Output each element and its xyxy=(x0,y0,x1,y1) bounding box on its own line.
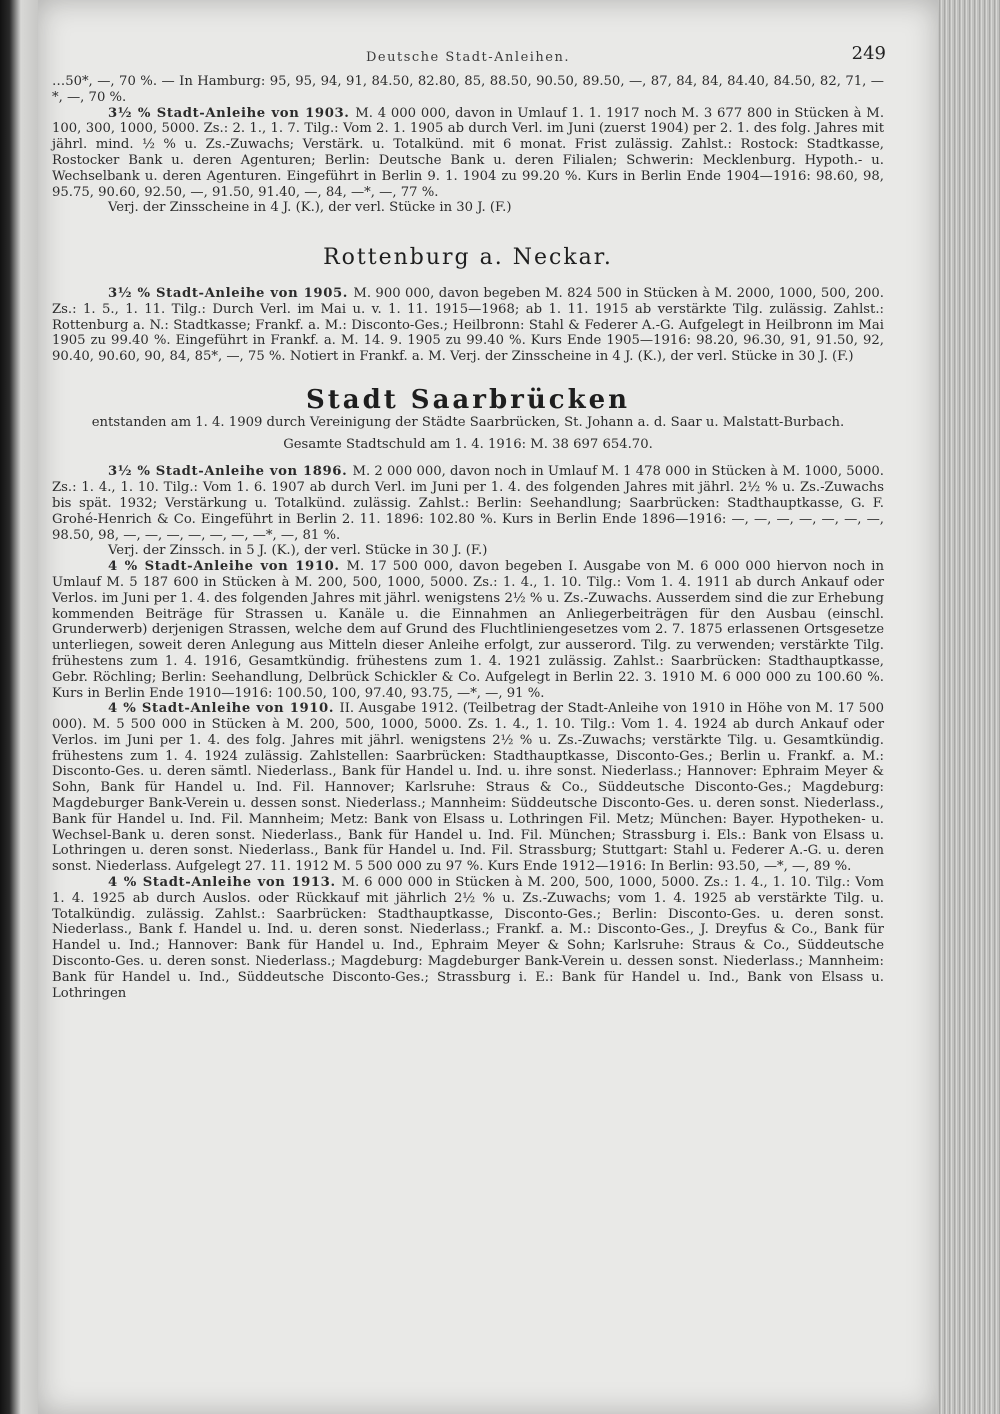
city-heading-rottenburg: Rottenburg a. Neckar. xyxy=(323,245,613,271)
page-number: 249 xyxy=(851,43,886,64)
running-head xyxy=(52,40,884,74)
entry-note: Verj. der Zinssch. in 5 J. (K.), der verl. Stücke in 30 J. (F.) xyxy=(108,543,488,559)
entry-saarbruecken-1913 xyxy=(52,875,884,1001)
city-debt: Gesamte Stadtschuld am 1. 4. 1916: M. 38 697 654.70. xyxy=(283,436,653,452)
entry-title: 4 % Stadt-Anleihe von 1910. xyxy=(108,559,347,575)
book-page xyxy=(38,0,938,1414)
entry-title: 4 % Stadt-Anleihe von 1910. xyxy=(108,701,340,717)
entry-saarbruecken-1896 xyxy=(52,464,884,543)
entry-saarbruecken-1910-a xyxy=(52,559,884,701)
entry-text: M. 4 000 000, davon in Umlauf 1. 1. 1917 noch M. 3 677 800 in Stücken à M. 100, 300, 1000, 5000. Zs.: 2. 1., 1. 7. Tilg.: Vom 2. 1. 1905 ab durch Verl. im Juni (zuerst 1904) per 2. 1. des folg. Jahres mit jährl. mind. ½ % u. Zs.-Zuwachs; Verstärk. u. Totalkünd. mit 6 monat. Frist zulässig. Zahlst.: Rostock: Stadtkasse, Rostocker Bank u. deren Agenturen; Berlin: Deutsche Bank u. deren Filialen; Schwerin: Mecklenburg. Hypoth.- u. Wechselbank u. deren Agenturen. Eingeführt in Berlin 9. 1. 1904 zu 99.20 %. Kurs in Berlin Ende 1904—1916: 98.60, 98, 95.75, 90.60, 92.50, —, 91.50, 91.40, —, 84, —*, —, 77 %. xyxy=(52,105,885,200)
right-page-stack xyxy=(938,0,1000,1414)
page-content xyxy=(52,40,884,1001)
entry-text: M. 900 000, davon begeben M. 824 500 in Stücken à M. 2000, 1000, 500, 200. Zs.: 1. 5., 1. 11. Tilg.: Durch Verl. im Mai u. v. 1. 11. 1915—1968; ab 1. 11. 1915 ab verstärkte Tilg. zulässig. Zahlst.: Rottenburg a. N.: Stadtkasse; Frankf. a. M.: Disconto-Ges.; Heilbronn: Stahl & Federer A.-G. Aufgelegt in Heilbronn im Mai 1905 zu 99.40 %. Eingeführt in Frankf. a. M. 14. 9. 1905 zu 99.40 %. Kurs Ende 1905—1916: 98.20, 96.30, 91, 91.50, 92, 90.40, 90.60, 90, 84, 85*, —, 75 %. Notiert in Frankf. a. M. Verj. der Zinsscheine in 4 J. (K.), der verl. Stücke in 30 J. (F.) xyxy=(52,285,884,365)
entry-text: M. 6 000 000 in Stücken à M. 200, 500, 1000, 5000. Zs.: 1. 4., 1. 10. Tilg.: Vom 1. 4. 1925 ab durch Auslos. oder Rückkauf mit jährlich 2½ % u. Zs.-Zuwachs; vom 1. 4. 1925 ab verstärkte Tilg. u. Totalkündig. zulässig. Zahlst.: Saarbrücken: Stadthauptkasse, Disconto-Ges.; Berlin: Disconto-Ges. u. deren sonst. Niederlass., Bank f. Handel u. Ind. u. deren sonst. Niederlass.; Frankf. a. M.: Disconto-Ges., J. Dreyfus & Co., Bank für Handel u. Ind.; Hannover: Bank für Handel u. Ind., Ephraim Meyer & Sohn; Karlsruhe: Straus & Co., Süddeutsche Disconto-Ges. u. deren sonst. Niederlass.; Magdeburg: Magdeburger Bank-Verein u. dessen sonst. Niederlass.; Mannheim: Bank für Handel u. Ind., Süddeutsche Disconto-Ges.; Strassburg i. E.: Bank für Handel u. Ind., Bank von Elsass u. Lothringen xyxy=(52,875,884,1001)
entry-rottenburg-1905 xyxy=(52,286,884,365)
entry-note: Verj. der Zinsscheine in 4 J. (K.), der verl. Stücke in 30 J. (F.) xyxy=(108,200,512,216)
entry-saarbruecken-1910-b xyxy=(52,701,884,875)
entry-title: 4 % Stadt-Anleihe von 1913. xyxy=(108,875,342,891)
entry-title: 3½ % Stadt-Anleihe von 1903. xyxy=(108,105,356,121)
left-page-edge xyxy=(0,0,38,1414)
entry-title: 3½ % Stadt-Anleihe von 1905. xyxy=(108,285,354,301)
entry-text: II. Ausgabe 1912. (Teilbetrag der Stadt-Anleihe von 1910 in Höhe von M. 17 500 000). M. 5 500 000 in Stücken à M. 200, 500, 1000, 5000. Zs. 1. 4., 1. 10. Tilg.: Vom 1. 4. 1924 ab durch Ankauf oder Verlos. im Juni per 1. 4. des folg. Jahres mit jährl. wenigstens 2½ % u. Zs.-Zuwachs; verstärkte Tilg. u. Gesamtkündig. frühestens zum 1. 4. 1924 zulässig. Zahlstellen: Saarbrücken: Stadthauptkasse, Disconto-Ges.; Berlin u. Frankf. a. M.: Disconto-Ges. u. deren sämtl. Niederlass., Bank für Handel u. Ind. u. ihre sonst. Niederlass.; Hannover: Ephraim Meyer & Sohn, Bank für Handel u. Ind. Fil. Hannover; Karlsruhe: Straus & Co., Süddeutsche Disconto-Ges.; Magdeburg: Magdeburger Bank-Verein u. dessen sonst. Niederlass.; Mannheim: Süddeutsche Disconto-Ges. u. deren sonst. Niederlass., Bank für Handel u. Ind. Fil. Mannheim; Metz: Bank von Elsass u. Lothringen Fil. Metz; München: Bayer. Hypotheken- u. Wechsel-Bank u. deren sonst. Niederlass., Bank für Handel u. Ind. Fil. München; Strassburg i. Els.: Bank von Elsass u. Lothringen u. deren sonst. Niederlass., Bank für Handel u. Ind. Fil. Strassburg; Stuttgart: Stahl u. Federer A.-G. u. deren sonst. Niederlass. Aufgelegt 27. 11. 1912 M. 5 500 000 zu 97 %. Kurs Ende 1912—1916: In Berlin: 93.50, —*, —, 89 %. xyxy=(52,701,884,875)
hamburg-prices: …50*, —, 70 %. — In Hamburg: 95, 95, 94, 91, 84.50, 82.80, 85, 88.50, 90.50, 89.50, —, 87, 84, 84, 84.40, 84.50, 82, 71, —*, —, 70 %. xyxy=(52,74,884,105)
entry-rostock-1903 xyxy=(52,106,884,201)
city-intro: entstanden am 1. 4. 1909 durch Vereinigung der Städte Saarbrücken, St. Johann a. d. Saar u. Malstatt-Burbach. xyxy=(91,414,845,430)
city-heading-saarbruecken: Stadt Saarbrücken xyxy=(305,384,631,415)
entry-title: 3½ % Stadt-Anleihe von 1896. xyxy=(108,464,353,480)
entry-text: M. 17 500 000, davon begeben I. Ausgabe von M. 6 000 000 hiervon noch in Umlauf M. 5 187 600 in Stücken à M. 200, 500, 1000, 5000. Zs.: 1. 4., 1. 10. Tilg.: Vom 1. 4. 1911 ab durch Ankauf oder Verlos. im Juni per 1. 4. des folgenden Jahres mit jährl. wenigstens 2½ % u. Zs.-Zuwachs. Ausserdem sind die zur Erhebung kommenden Beiträge für Strassen u. Kanäle u. die Einnahmen an Anliegerbeiträgen für den Ausbau (einschl. Grunderwerb) derjenigen Strassen, welche dem auf Grund des Fluchtliniengesetzes vom 2. 7. 1875 erlassenen Ortsgesetze unterliegen, soweit deren Anlegung aus Mitteln dieser Anleihe erfolgt, zur ausserord. Tilg. zu verwenden; verstärkte Tilg. frühestens zum 1. 4. 1916, Gesamtkündig. frühestens zum 1. 4. 1921 zulässig. Zahlst.: Saarbrücken: Stadthauptkasse, Gebr. Röchling; Berlin: Seehandlung, Delbrück Schickler & Co. Aufgelegt in Berlin 22. 3. 1910 M. 6 000 000 zu 100.60 %. Kurs in Berlin Ende 1910—1916: 100.50, 100, 97.40, 93.75, —*, —, 91 %. xyxy=(52,559,884,701)
entry-text: M. 2 000 000, davon noch in Umlauf M. 1 478 000 in Stücken à M. 1000, 5000. Zs.: 1. 4., 1. 10. Tilg.: Vom 1. 6. 1907 ab durch Verl. im Juni per 1. 4. des folgenden Jahres mit jährl. 2½ % u. Zs.-Zuwachs bis spät. 1932; Verstärkung u. Totalkünd. zulässig. Zahlst.: Berlin: Seehandlung; Saarbrücken: Stadthauptkasse, G. F. Grohé-Henrich & Co. Eingeführt in Berlin 2. 11. 1896: 102.80 %. Kurs in Berlin Ende 1896—1916: —, —, —, —, —, —, —, 98.50, 98, —, —, —, —, —, —, —*, —, 81 %. xyxy=(52,464,884,543)
running-title: Deutsche Stadt-Anleihen. xyxy=(365,50,571,65)
